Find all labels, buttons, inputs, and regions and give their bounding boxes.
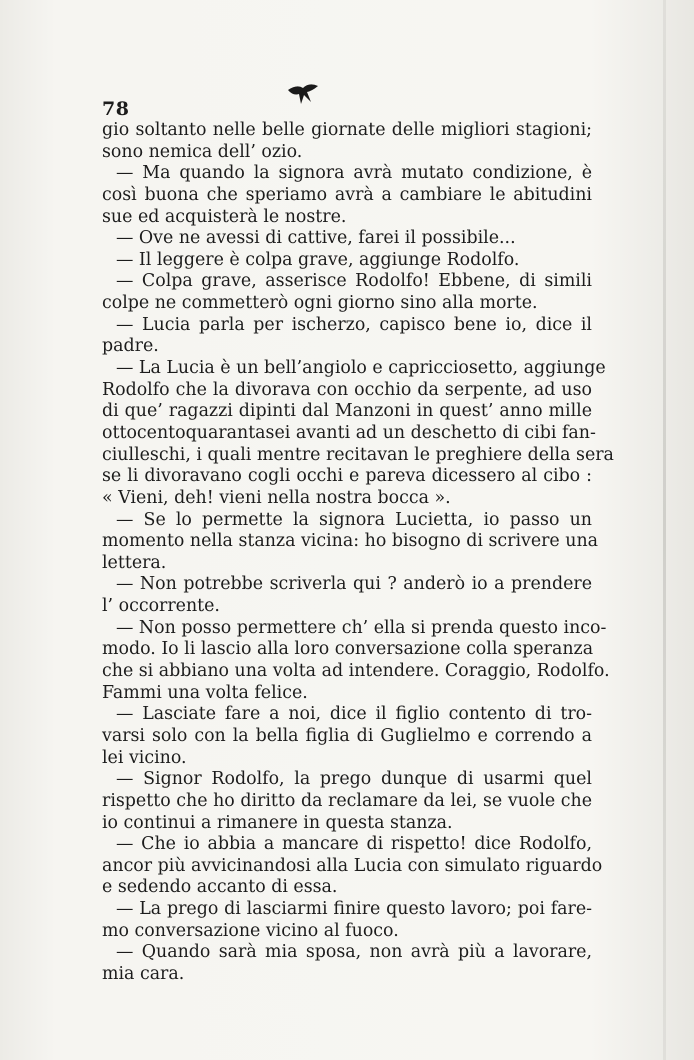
text-line: ancor più avvicinandosi alla Lucia con simulato riguardo — [102, 855, 603, 876]
printer-ornament-icon — [285, 80, 321, 106]
text-line: — Non potrebbe scriverla qui ? anderò io a prendere — [116, 574, 592, 595]
text-line: rispetto che ho diritto da reclamare da lei, se vuole che — [102, 790, 592, 811]
text-line: — La Lucia è un bell’angiolo e capricciosetto, aggiunge — [116, 358, 606, 379]
text-line: Fammi una volta felice. — [102, 682, 308, 703]
text-line: momento nella stanza vicina: ho bisogno di scrivere una — [102, 531, 599, 552]
page-gutter-edge — [663, 0, 666, 1060]
text-line: sue ed acquisterà le nostre. — [102, 206, 347, 227]
text-line: e sedendo accanto di essa. — [102, 877, 338, 898]
text-line: — Non posso permettere ch’ ella si prenda questo inco- — [116, 617, 607, 638]
text-line: — Lasciate fare a noi, dice il figlio contento di tro- — [116, 704, 592, 725]
text-line: — Signor Rodolfo, la prego dunque di usarmi quel — [116, 769, 592, 790]
text-line: — Colpa grave, asserisce Rodolfo! Ebbene, di simili — [116, 271, 592, 292]
text-line: — Ma quando la signora avrà mutato condizione, è — [116, 163, 592, 184]
text-line: che si abbiano una volta ad intendere. Coraggio, Rodolfo. — [102, 661, 610, 682]
text-line: — Che io abbia a mancare di rispetto! dice Rodolfo, — [116, 834, 592, 855]
text-line: così buona che speriamo avrà a cambiare le abitudini — [102, 184, 592, 205]
text-line: colpe ne commetterò ogni giorno sino alla morte. — [102, 293, 538, 314]
text-line: l’ occorrente. — [102, 596, 220, 617]
text-line: varsi solo con la bella figlia di Guglielmo e correndo a — [102, 725, 592, 746]
text-line: mo conversazione vicino al fuoco. — [102, 920, 399, 941]
text-line: lettera. — [102, 552, 167, 573]
text-line: — Se lo permette la signora Lucietta, io passo un — [116, 509, 592, 530]
text-line: di que’ ragazzi dipinti dal Manzoni in quest’ anno mille — [102, 401, 592, 422]
text-line: ciulleschi, i quali mentre recitavan le preghiere della sera — [102, 444, 614, 465]
text-line: se li divoravano cogli occhi e pareva dicessero al cibo : — [102, 466, 592, 487]
text-line: — Quando sarà mia sposa, non avrà più a lavorare, — [116, 942, 592, 963]
text-line: — La prego di lasciarmi finire questo lavoro; poi fare- — [116, 899, 592, 920]
text-line: — Lucia parla per ischerzo, capisco bene io, dice il — [116, 314, 592, 335]
text-line: sono nemica dell’ ozio. — [102, 141, 303, 162]
text-line: ottocentoquarantasei avanti ad un deschetto di cibi fan- — [102, 422, 596, 443]
text-line: Rodolfo che la divorava con occhio da serpente, ad uso — [102, 379, 592, 400]
text-line: — Il leggere è colpa grave, aggiunge Rodolfo. — [116, 249, 520, 270]
text-line: padre. — [102, 336, 159, 357]
text-line: lei vicino. — [102, 747, 187, 768]
body-text — [102, 120, 614, 986]
text-line: mia cara. — [102, 963, 185, 984]
text-line: — Ove ne avessi di cattive, farei il possibile... — [116, 228, 516, 249]
page-number: 78 — [102, 98, 130, 120]
text-line: « Vieni, deh! vieni nella nostra bocca ». — [102, 487, 451, 508]
text-line: gio soltanto nelle belle giornate delle migliori stagioni; — [102, 120, 592, 140]
text-line: modo. Io li lascio alla loro conversazione colla speranza — [102, 639, 594, 660]
text-line: io continui a rimanere in questa stanza. — [102, 812, 453, 833]
